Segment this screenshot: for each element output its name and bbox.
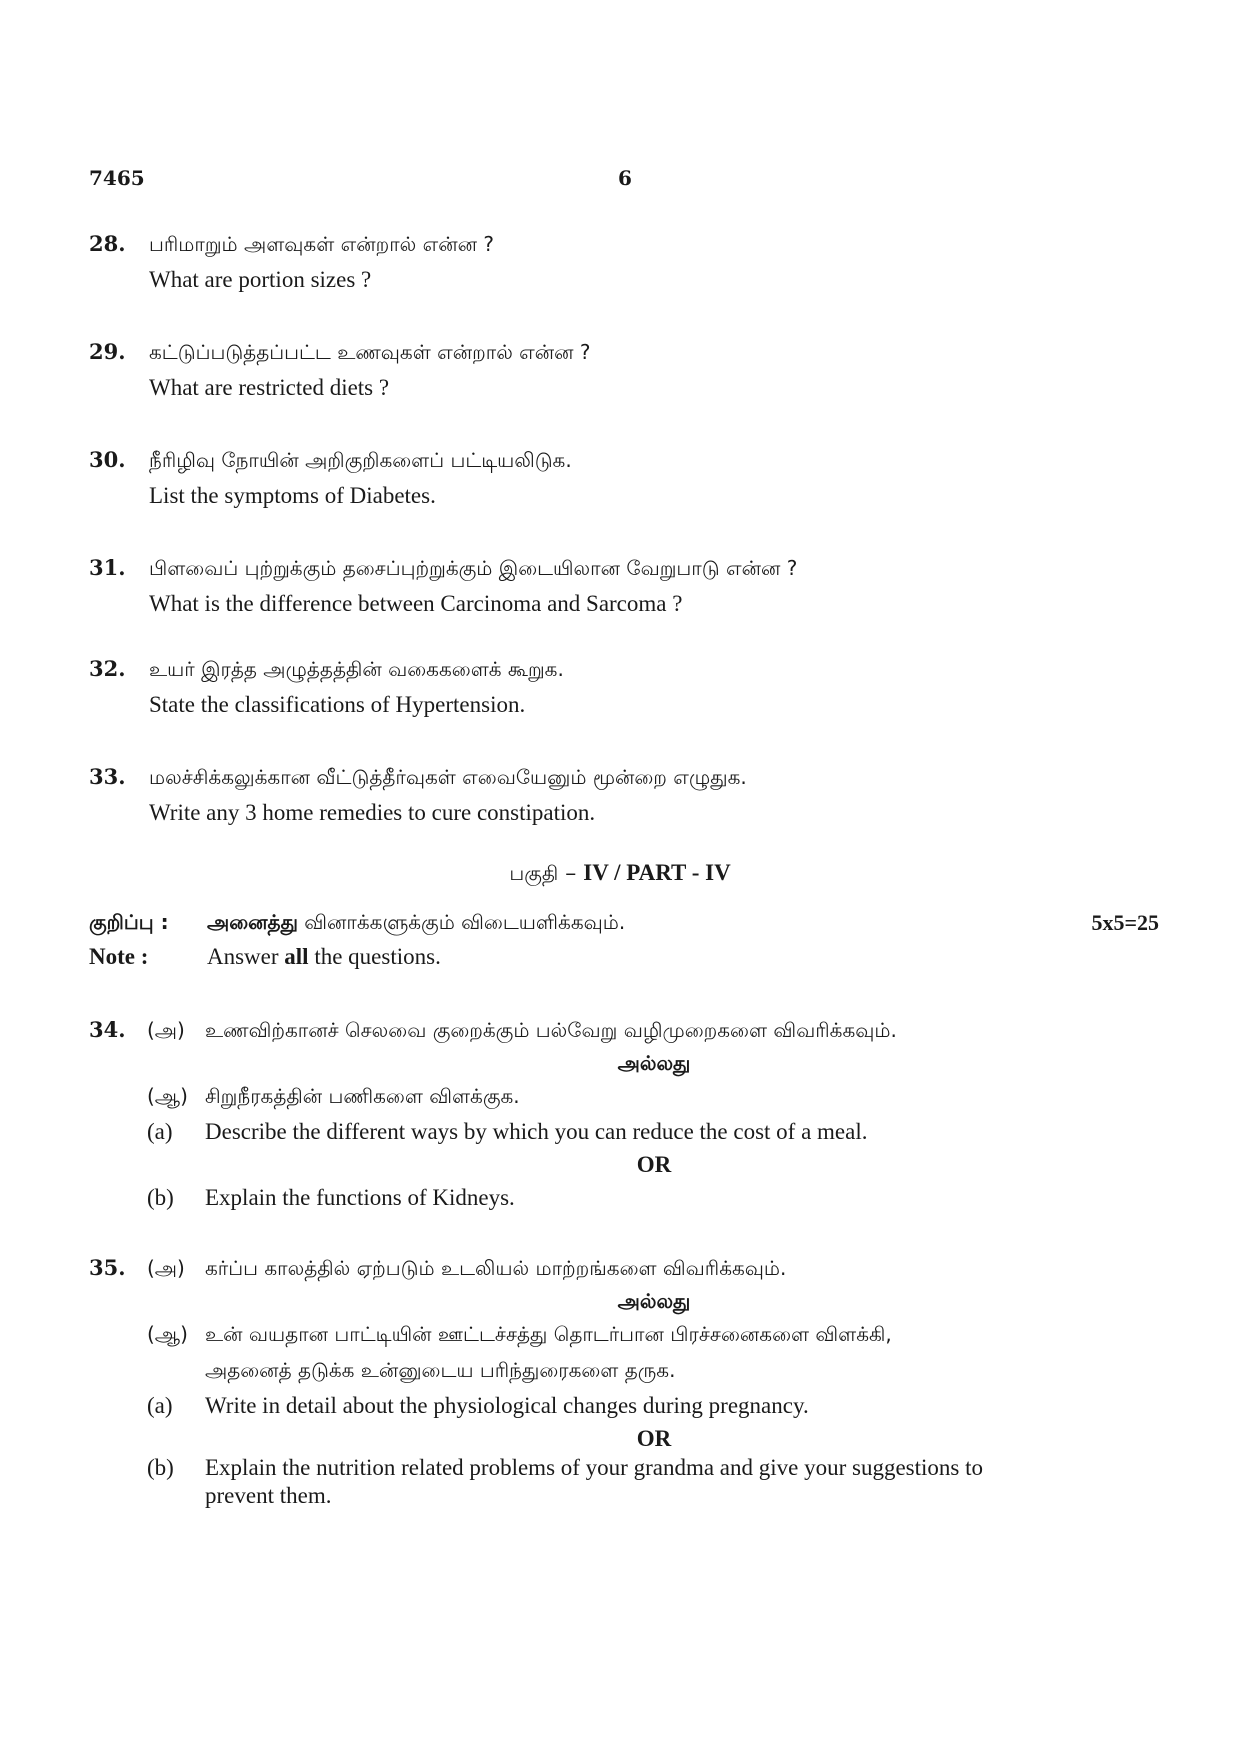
note-emphasis-tamil: அனைத்து bbox=[207, 910, 298, 934]
option-text-line-1: Explain the nutrition related problems of your grandma and give your suggestions to bbox=[205, 1455, 984, 1480]
note-text-tamil: வினாக்களுக்கும் விடையளிக்கவும். bbox=[297, 910, 626, 934]
question-text-tamil: பிளவைப் புற்றுக்கும் தசைப்புற்றுக்கும் இடையிலான வேறுபாடு என்ன ? bbox=[149, 556, 798, 580]
part-heading-separator: – bbox=[558, 861, 584, 886]
option-label: (ஆ) bbox=[147, 1084, 188, 1108]
or-tamil: அல்லது bbox=[617, 1051, 691, 1075]
question-text-english: List the symptoms of Diabetes. bbox=[149, 483, 436, 508]
part-heading bbox=[0, 860, 1240, 888]
question-31 bbox=[89, 550, 1159, 622]
option-text: உணவிற்கானச் செலவை குறைக்கும் பல்வேறு வழிமுறைகளை விவரிக்கவும். bbox=[205, 1018, 897, 1042]
question-number: 32. bbox=[89, 656, 126, 681]
question-text-english: State the classifications of Hypertension. bbox=[149, 692, 526, 717]
option-text-line-2: prevent them. bbox=[205, 1483, 332, 1508]
question-number: 35. bbox=[89, 1255, 126, 1280]
note-english bbox=[89, 944, 1159, 970]
option-text-line-2: அதனைத் தடுக்க உன்னுடைய பரிந்துரைகளை தருக. bbox=[205, 1358, 676, 1382]
part-heading-tamil: பகுதி bbox=[509, 861, 559, 885]
question-35 bbox=[89, 1250, 1159, 1510]
option-b-tamil bbox=[147, 1078, 1159, 1114]
question-29 bbox=[89, 334, 1159, 406]
question-text-english: What is the difference between Carcinoma and Sarcoma ? bbox=[149, 591, 683, 616]
option-a-tamil bbox=[147, 1250, 1159, 1286]
option-a-english bbox=[147, 1388, 1159, 1424]
question-number: 29. bbox=[89, 339, 126, 364]
note-emphasis-english: all bbox=[284, 944, 309, 969]
option-text: Write in detail about the physiological changes during pregnancy. bbox=[205, 1393, 809, 1418]
question-number: 28. bbox=[89, 231, 126, 256]
question-text-english: Write any 3 home remedies to cure constipation. bbox=[149, 800, 596, 825]
option-label: (b) bbox=[147, 1455, 174, 1480]
question-text-tamil: நீரிழிவு நோயின் அறிகுறிகளைப் பட்டியலிடுக. bbox=[149, 448, 572, 472]
question-30 bbox=[89, 442, 1159, 514]
question-number: 33. bbox=[89, 764, 126, 789]
option-label: (a) bbox=[147, 1393, 173, 1418]
question-32 bbox=[89, 651, 1159, 723]
or-english: OR bbox=[636, 1426, 672, 1451]
option-text: கர்ப்ப காலத்தில் ஏற்படும் உடலியல் மாற்றங்களை விவரிக்கவும். bbox=[205, 1256, 787, 1280]
question-number: 31. bbox=[89, 555, 126, 580]
or-english: OR bbox=[636, 1152, 672, 1177]
option-b-tamil bbox=[147, 1316, 1159, 1388]
question-number: 34. bbox=[89, 1017, 126, 1042]
option-text: Explain the functions of Kidneys. bbox=[205, 1185, 515, 1210]
note-text-english-pre: Answer bbox=[207, 944, 285, 969]
question-number: 30. bbox=[89, 447, 126, 472]
question-text-english: What are portion sizes ? bbox=[149, 267, 372, 292]
paper-code: 7465 bbox=[89, 166, 145, 190]
option-text-line-1: உன் வயதான பாட்டியின் ஊட்டச்சத்து தொடர்பான பிரச்சனைகளை விளக்கி, bbox=[205, 1322, 892, 1346]
question-text-tamil: மலச்சிக்கலுக்கான வீட்டுத்தீர்வுகள் எவையேனும் மூன்றை எழுதுக. bbox=[149, 765, 747, 789]
question-text-english: What are restricted diets ? bbox=[149, 375, 390, 400]
or-tamil: அல்லது bbox=[617, 1289, 691, 1313]
marks-allocation: 5x5=25 bbox=[1091, 910, 1159, 935]
note-label-tamil: குறிப்பு : bbox=[89, 910, 169, 934]
option-label: (அ) bbox=[147, 1018, 185, 1042]
option-label: (ஆ) bbox=[147, 1322, 188, 1346]
question-28 bbox=[89, 226, 1159, 298]
option-label: (அ) bbox=[147, 1256, 185, 1280]
option-text: சிறுநீரகத்தின் பணிகளை விளக்குக. bbox=[205, 1084, 520, 1108]
option-b-english bbox=[147, 1180, 1159, 1216]
question-text-tamil: உயர் இரத்த அழுத்தத்தின் வகைகளைக் கூறுக. bbox=[149, 657, 564, 681]
option-a-english bbox=[147, 1114, 1159, 1150]
question-34 bbox=[89, 1012, 1159, 1216]
part-heading-english: IV / PART - IV bbox=[583, 860, 731, 885]
page-number: 6 bbox=[618, 166, 632, 190]
question-text-tamil: பரிமாறும் அளவுகள் என்றால் என்ன ? bbox=[149, 232, 494, 256]
option-label: (a) bbox=[147, 1119, 173, 1144]
note-label-english: Note : bbox=[89, 944, 149, 969]
note-tamil bbox=[89, 910, 1159, 937]
option-a-tamil bbox=[147, 1012, 1159, 1048]
option-b-english bbox=[147, 1454, 1159, 1510]
option-label: (b) bbox=[147, 1185, 174, 1210]
question-33 bbox=[89, 759, 1159, 831]
note-text-english-post: the questions. bbox=[308, 944, 441, 969]
option-text: Describe the different ways by which you can reduce the cost of a meal. bbox=[205, 1119, 868, 1144]
question-text-tamil: கட்டுப்படுத்தப்பட்ட உணவுகள் என்றால் என்ன ? bbox=[149, 340, 591, 364]
